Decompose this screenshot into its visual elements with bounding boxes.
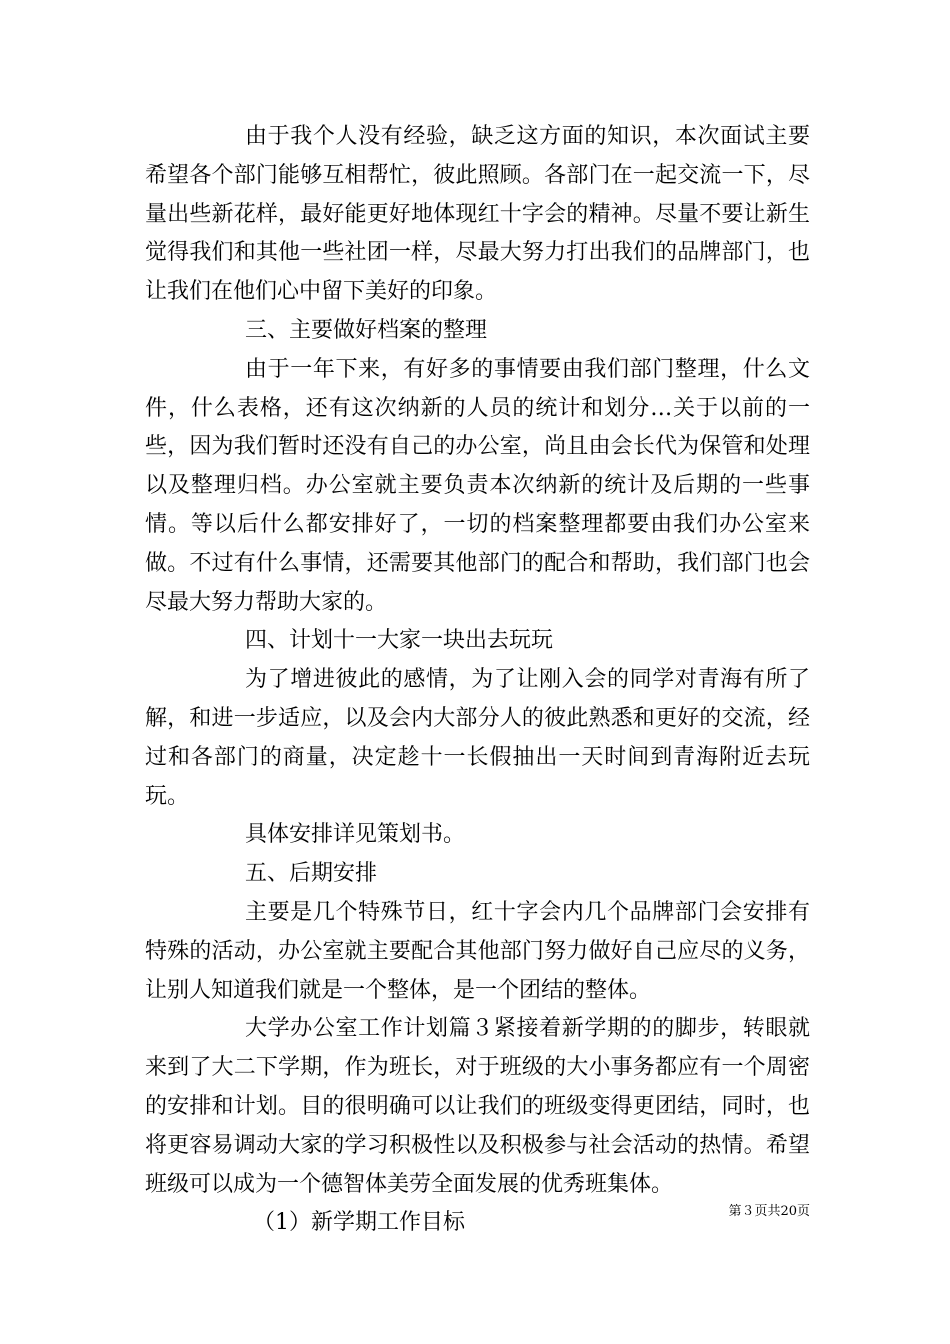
paragraph-interview-help: 由于我个人没有经验，缺乏这方面的知识，本次面试主要希望各个部门能够互相帮忙，彼此照顾。各部门在一起交流一下，尽量出些新花样，最好能更好地体现红十字会的精神。尽量不要让新生觉得我们和其他一些社团一样，尽最大努力打出我们的品牌部门，也让我们在他们心中留下美好的印象。 <box>145 124 810 305</box>
section-heading-outing: 四、计划十一大家一块出去玩玩 <box>245 628 554 654</box>
section-heading-later: 五、后期安排 <box>245 861 378 887</box>
section-heading-archives: 三、主要做好档案的整理 <box>245 317 488 343</box>
paragraph-archives: 由于一年下来，有好多的事情要由我们部门整理，什么文件，什么表格，还有这次纳新的人员的统计和划分…关于以前的一些，因为我们暂时还没有自己的办公室，尚且由会长代为保管和处理以及整理归档。办公室就主要负责本次纳新的统计及后期的一些事情。等以后什么都安排好了，一切的档案整理都要由我们办公室来做。不过有什么事情，还需要其他部门的配合和帮助，我们部门也会尽最大努力帮助大家的。 <box>145 356 810 615</box>
subheading-new-term-goals: （1）新学期工作目标 <box>253 1210 465 1236</box>
paragraph-plan-3: 大学办公室工作计划篇３紧接着新学期的的脚步，转眼就来到了大二下学期，作为班长，对于班级的大小事务都应有一个周密的安排和计划。目的很明确可以让我们的班级变得更团结，同时，也将更容易调动大家的学习积极性以及积极参与社会活动的热情。希望班级可以成为一个德智体美劳全面发展的优秀班集体。 <box>145 1016 810 1197</box>
paragraph-outing: 为了增进彼此的感情，为了让刚入会的同学对青海有所了解，和进一步适应，以及会内大部分人的彼此熟悉和更好的交流，经过和各部门的商量，决定趁十一长假抽出一天时间到青海附近去玩玩。 <box>145 667 810 809</box>
page-number-footer: 第３页共20页 <box>728 1204 810 1219</box>
paragraph-see-plan: 具体安排详见策划书。 <box>245 822 466 848</box>
document-body <box>145 118 810 1243</box>
paragraph-later: 主要是几个特殊节日，红十字会内几个品牌部门会安排有特殊的活动，办公室就主要配合其他部门努力做好自己应尽的义务，让别人知道我们就是一个整体，是一个团结的整体。 <box>145 899 810 1003</box>
